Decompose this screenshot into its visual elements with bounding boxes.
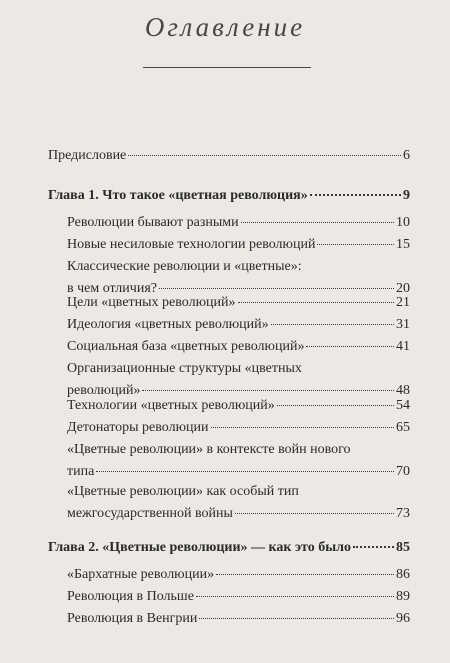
toc-entry[interactable]	[67, 338, 410, 356]
dot-leader	[317, 244, 394, 245]
toc-entry-label: Революция в Польше	[67, 589, 194, 604]
dot-leader	[199, 618, 394, 619]
toc-entry-label: «Бархатные революции»	[67, 567, 215, 582]
toc-page-number: 9	[403, 188, 410, 203]
toc-entry-label: Предисловие	[48, 148, 127, 163]
toc-page-number: 20	[396, 281, 410, 296]
toc-entry-label: Цели «цветных революций»	[67, 295, 236, 310]
dot-leader	[277, 405, 394, 406]
toc-entry-label: Социальная база «цветных революций»	[67, 339, 305, 354]
toc-entry[interactable]	[67, 294, 410, 312]
toc-entry-label: Идеология «цветных революций»	[67, 317, 269, 332]
toc-entry[interactable]	[67, 610, 410, 628]
dot-leader	[142, 390, 394, 391]
toc-entry[interactable]	[67, 566, 410, 584]
toc-page-number: 96	[396, 611, 410, 626]
toc-entry[interactable]	[67, 397, 410, 415]
dot-leader	[128, 155, 401, 156]
toc-entry-label: Новые несиловые технологии революций	[67, 237, 316, 252]
toc-entry-label: в чем отличия?	[67, 281, 157, 296]
toc-chapter-2[interactable]	[48, 539, 410, 557]
toc-entry-preface[interactable]	[48, 147, 410, 165]
toc-page-number: 10	[396, 215, 410, 230]
toc-entry-label: типа	[67, 464, 95, 479]
dot-leader	[159, 288, 394, 289]
toc-entry[interactable]	[67, 360, 410, 400]
toc-entry-label-line1: Организационные структуры «цветных	[67, 361, 302, 376]
toc-chapter-label: Глава 1. Что такое «цветная революция»	[48, 188, 308, 203]
toc-entry[interactable]	[67, 419, 410, 437]
toc-page-number: 70	[396, 464, 410, 479]
toc-entry[interactable]	[67, 236, 410, 254]
toc-entry-label: революций»	[67, 383, 141, 398]
toc-entry[interactable]	[67, 258, 410, 298]
toc-page-number: 48	[396, 383, 410, 398]
dot-leader	[238, 302, 394, 303]
toc-entry-label-line1: «Цветные революции» как особый тип	[67, 484, 299, 499]
toc-page-number: 21	[396, 295, 410, 310]
toc-entry-label: Технологии «цветных революций»	[67, 398, 275, 413]
toc-page-number: 73	[396, 506, 410, 521]
toc-page-number: 41	[396, 339, 410, 354]
toc-page-number: 6	[403, 148, 410, 163]
dot-leader	[241, 222, 394, 223]
dot-leader	[96, 471, 394, 472]
toc-entry[interactable]	[67, 441, 410, 481]
toc-page-number: 89	[396, 589, 410, 604]
dot-leader	[353, 546, 394, 548]
toc-entry-label: Революции бывают разными	[67, 215, 239, 230]
dot-leader	[271, 324, 394, 325]
toc-chapter-label: Глава 2. «Цветные революции» — как это было	[48, 540, 351, 555]
toc-chapter-1[interactable]	[48, 187, 410, 205]
dot-leader	[235, 513, 394, 514]
toc-entry[interactable]	[67, 316, 410, 334]
dot-leader	[306, 346, 394, 347]
dot-leader	[216, 574, 394, 575]
toc-page-number: 54	[396, 398, 410, 413]
page-title: Оглавление	[144, 12, 306, 42]
toc-entry[interactable]	[67, 588, 410, 606]
dot-leader	[211, 427, 394, 428]
toc-entry[interactable]	[67, 483, 410, 523]
toc-entry-label-line1: Классические революции и «цветные»:	[67, 259, 302, 274]
toc-page-number: 86	[396, 567, 410, 582]
toc-entry-label: межгосударственной войны	[67, 506, 233, 521]
dot-leader	[310, 194, 401, 196]
toc-page-number: 31	[396, 317, 410, 332]
toc-entry[interactable]	[67, 214, 410, 232]
toc-page-number: 65	[396, 420, 410, 435]
toc-entry-label: Революция в Венгрии	[67, 611, 198, 626]
toc-page-number: 85	[396, 540, 410, 555]
toc-page-number: 15	[396, 237, 410, 252]
dot-leader	[196, 596, 394, 597]
toc-entry-label-line1: «Цветные революции» в контексте войн нового	[67, 442, 351, 457]
toc-entry-label: Детонаторы революции	[67, 420, 209, 435]
